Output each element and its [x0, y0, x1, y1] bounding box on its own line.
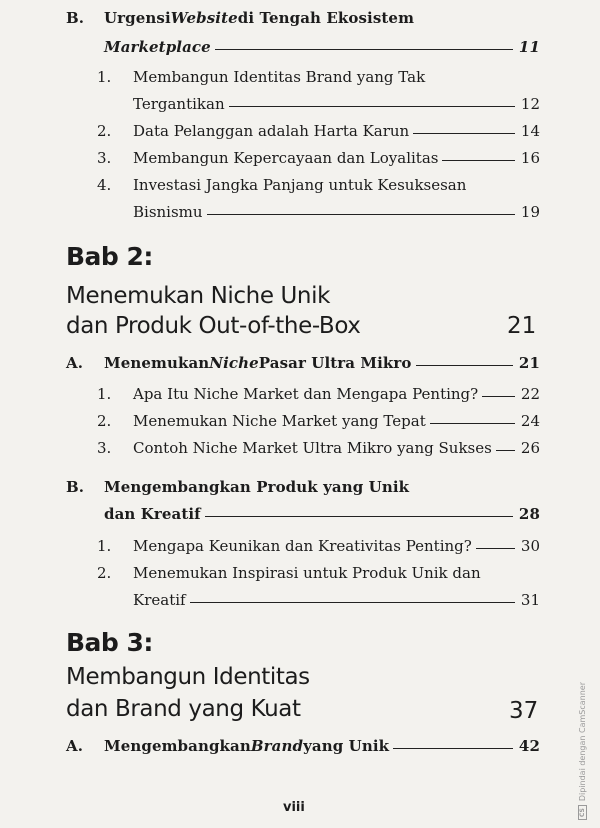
toc-subitem — [97, 176, 466, 194]
chapter-label: Bab 2: — [66, 242, 153, 271]
chapter-page-number: 21 — [507, 313, 537, 339]
page-number: 16 — [520, 149, 540, 167]
dot-leader — [496, 450, 515, 451]
toc-section-heading — [66, 478, 409, 496]
chapter-title: Menemukan Niche Unik — [66, 283, 331, 309]
dot-leader — [413, 133, 515, 134]
scanner-text: Dipindai dengan CamScanner — [578, 681, 587, 802]
toc-subitem-cont — [133, 203, 540, 221]
chapter-title: Membangun Identitas — [66, 664, 310, 690]
page-number: 22 — [520, 385, 540, 403]
section-title-italic: Marketplace — [104, 38, 211, 56]
item-title: Apa Itu Niche Market dan Mengapa Penting? — [133, 385, 479, 403]
item-title: Tergantikan — [133, 95, 225, 113]
section-title-text: yang Unik — [303, 737, 390, 755]
item-number: 2. — [97, 564, 112, 582]
page-number: 26 — [520, 439, 540, 457]
item-title: Membangun Identitas Brand yang Tak — [133, 68, 426, 86]
item-title: Kreatif — [133, 591, 186, 609]
item-number: 1. — [97, 68, 112, 86]
toc-section-heading — [66, 9, 414, 27]
chapter-title: dan Produk Out-of-the-Box — [66, 313, 361, 339]
dot-leader — [393, 748, 513, 749]
item-title: Investasi Jangka Panjang untuk Kesuksesan — [133, 176, 467, 194]
toc-subitem — [97, 412, 540, 430]
page-number: 12 — [520, 95, 540, 113]
section-title-italic: Website — [170, 9, 238, 27]
page-number: 31 — [520, 591, 540, 609]
page-number: 24 — [520, 412, 540, 430]
item-number: 1. — [97, 385, 112, 403]
item-title: Data Pelanggan adalah Harta Karun — [133, 122, 410, 140]
dot-leader — [215, 49, 513, 50]
page-folio: viii — [283, 800, 305, 815]
section-title-text: Menemukan — [104, 354, 210, 372]
dot-leader — [190, 602, 515, 603]
page-number: 11 — [518, 38, 540, 56]
chapter-title: dan Brand yang Kuat — [66, 696, 301, 722]
section-title-text: dan Kreatif — [104, 505, 201, 523]
toc-subitem — [97, 385, 540, 403]
toc-section-heading-cont — [104, 38, 540, 56]
item-number: 3. — [97, 149, 112, 167]
toc-section-heading — [66, 354, 540, 372]
dot-leader — [430, 423, 515, 424]
section-title-text: Pasar Ultra Mikro — [258, 354, 412, 372]
section-title-text: Mengembangkan Produk yang Unik — [104, 478, 410, 496]
item-title: Membangun Kepercayaan dan Loyalitas — [133, 149, 439, 167]
page-number: 14 — [520, 122, 540, 140]
section-title-italic: Niche — [209, 354, 259, 372]
section-title-text: di Tengah Ekosistem — [237, 9, 415, 27]
item-title: Mengapa Keunikan dan Kreativitas Penting? — [133, 537, 472, 555]
toc-subitem — [97, 68, 425, 86]
toc-section-heading — [66, 737, 540, 755]
page-number: 21 — [518, 354, 540, 372]
item-title: Bisnismu — [133, 203, 203, 221]
item-title: Menemukan Inspirasi untuk Produk Unik dan — [133, 564, 481, 582]
item-number: 4. — [97, 176, 112, 194]
dot-leader — [416, 365, 513, 366]
chapter-page-number: 37 — [509, 698, 539, 724]
section-marker: A. — [66, 354, 84, 372]
section-title-italic: Brand — [250, 737, 304, 755]
scanner-watermark — [578, 682, 587, 820]
toc-subitem — [97, 439, 540, 457]
toc-subitem-cont — [133, 95, 540, 113]
item-number: 1. — [97, 537, 112, 555]
page-number: 42 — [518, 737, 540, 755]
toc-subitem-cont — [133, 591, 540, 609]
toc-subitem — [97, 122, 540, 140]
toc-section-heading-cont — [104, 505, 540, 523]
section-title-text: Mengembangkan — [104, 737, 251, 755]
item-number: 3. — [97, 439, 112, 457]
item-number: 2. — [97, 412, 112, 430]
toc-subitem — [97, 564, 481, 582]
toc-subitem — [97, 537, 540, 555]
page-number: 30 — [520, 537, 540, 555]
item-title: Contoh Niche Market Ultra Mikro yang Sukses — [133, 439, 492, 457]
toc-subitem — [97, 149, 540, 167]
section-title-text: Urgensi — [104, 9, 171, 27]
dot-leader — [229, 106, 515, 107]
item-title: Menemukan Niche Market yang Tepat — [133, 412, 426, 430]
section-marker: B. — [66, 9, 85, 27]
dot-leader — [442, 160, 514, 161]
item-number: 2. — [97, 122, 112, 140]
dot-leader — [482, 396, 515, 397]
dot-leader — [476, 548, 515, 549]
section-marker: B. — [66, 478, 85, 496]
page-number: 28 — [518, 505, 540, 523]
scanner-logo-icon: CS — [578, 805, 587, 820]
dot-leader — [205, 516, 513, 517]
page-number: 19 — [520, 203, 540, 221]
section-marker: A. — [66, 737, 84, 755]
chapter-label: Bab 3: — [66, 628, 153, 657]
dot-leader — [207, 214, 515, 215]
